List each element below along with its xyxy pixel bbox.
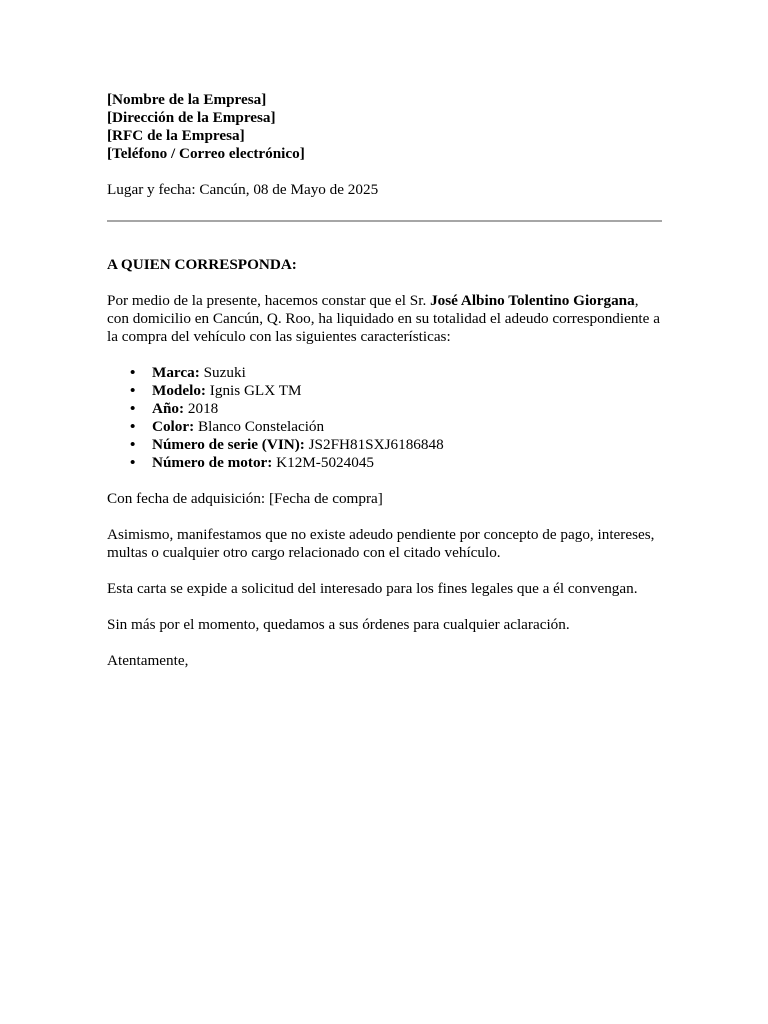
company-address: [Dirección de la Empresa] (107, 109, 276, 126)
spacer (107, 346, 662, 364)
company-header (107, 91, 662, 163)
no-debt-paragraph: Asimismo, manifestamos que no existe adeudo pendiente por concepto de pago, intereses, multas o cualquier otro cargo relacionado con el citado vehículo. (107, 526, 655, 561)
list-item (130, 418, 662, 436)
spacer (107, 598, 662, 616)
spacer (107, 562, 662, 580)
feature-value: K12M-5024045 (272, 454, 375, 471)
spacer (107, 634, 662, 652)
list-item (130, 454, 662, 472)
horizontal-divider (107, 220, 662, 222)
feature-value: JS2FH81SXJ6186848 (304, 436, 444, 453)
feature-value: Ignis GLX TM (206, 382, 302, 399)
list-item (130, 400, 662, 418)
salutation: A QUIEN CORRESPONDA: (107, 256, 297, 273)
bullet-icon: • (130, 364, 136, 381)
person-name: José Albino Tolentino Giorgana (430, 292, 635, 309)
bullet-icon: • (130, 436, 136, 453)
feature-label: Año: (152, 400, 185, 417)
spacer (107, 163, 662, 181)
feature-value: Suzuki (199, 364, 246, 381)
list-item (130, 382, 662, 400)
intro-before-name: Por medio de la presente, hacemos constar que el Sr. (107, 292, 431, 309)
spacer (107, 472, 662, 490)
letter-page (107, 91, 662, 670)
feature-value: Blanco Constelación (194, 418, 325, 435)
bullet-icon: • (130, 418, 136, 435)
company-contact: [Teléfono / Correo electrónico] (107, 145, 305, 162)
spacer (107, 508, 662, 526)
company-name: [Nombre de la Empresa] (107, 91, 267, 108)
list-item (130, 436, 662, 454)
feature-label: Color: (152, 418, 195, 435)
closing-paragraph: Sin más por el momento, quedamos a sus órdenes para cualquier aclaración. (107, 616, 570, 633)
vehicle-features-list (107, 364, 662, 472)
purpose-paragraph: Esta carta se expide a solicitud del interesado para los fines legales que a él convengan. (107, 580, 638, 597)
feature-value: 2018 (184, 400, 219, 417)
spacer (107, 274, 662, 292)
acquisition-date: Con fecha de adquisición: [Fecha de compra] (107, 490, 383, 507)
intro-after-name: , con domicilio en Cancún, Q. Roo, ha liquidado en su totalidad el adeudo correspondiente a la compra del vehículo con las siguientes características: (107, 292, 660, 345)
bullet-icon: • (130, 400, 136, 417)
company-rfc: [RFC de la Empresa] (107, 127, 245, 144)
feature-label: Número de serie (VIN): (152, 436, 305, 453)
feature-label: Modelo: (152, 382, 206, 399)
place-date: Lugar y fecha: Cancún, 08 de Mayo de 2025 (107, 181, 379, 198)
bullet-icon: • (130, 454, 136, 471)
feature-label: Número de motor: (152, 454, 273, 471)
sign-off: Atentamente, (107, 652, 189, 669)
bullet-icon: • (130, 382, 136, 399)
feature-label: Marca: (152, 364, 200, 381)
intro-paragraph (107, 292, 662, 346)
list-item (130, 364, 662, 382)
